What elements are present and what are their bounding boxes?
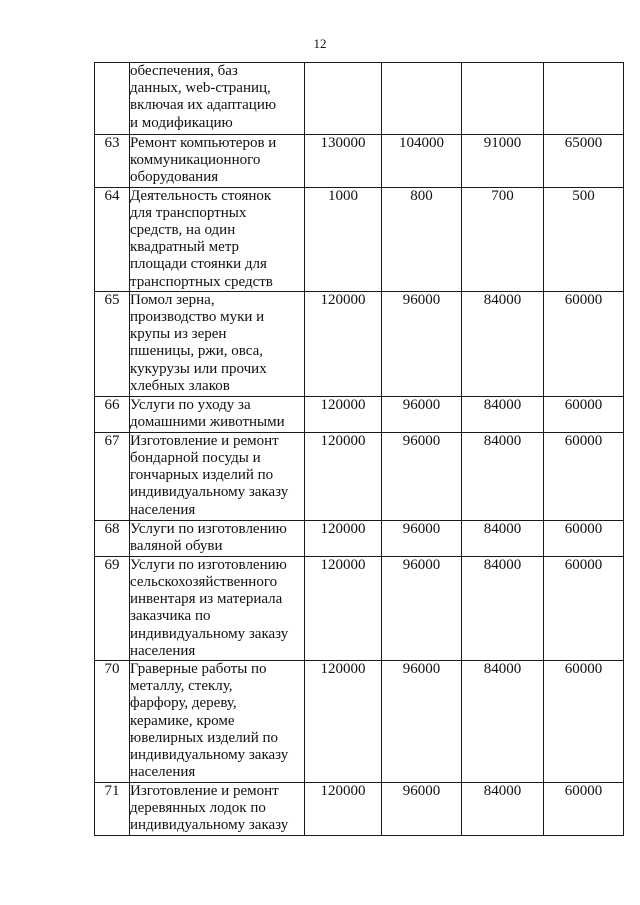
table-row [95, 187, 624, 291]
table-row [95, 520, 624, 556]
rate-value-2: 104000 [382, 135, 462, 188]
row-number: 66 [95, 396, 130, 432]
row-number: 64 [95, 187, 130, 291]
table-row [95, 135, 624, 188]
rate-value-3: 84000 [462, 661, 544, 783]
rate-value-3 [462, 63, 544, 135]
table-row [95, 556, 624, 660]
table-row [95, 63, 624, 135]
rate-value-4: 60000 [544, 556, 624, 660]
rate-value-2: 800 [382, 187, 462, 291]
rate-value-2 [382, 63, 462, 135]
activity-description: Услуги по изготовлению сельскохозяйственного инвентаря из материала заказчика по индивидуальному заказу населения [130, 556, 305, 660]
rate-value-1: 130000 [305, 135, 382, 188]
rate-value-1 [305, 63, 382, 135]
rate-value-4: 60000 [544, 396, 624, 432]
rates-table [94, 62, 624, 836]
activity-description: Услуги по уходу за домашними животными [130, 396, 305, 432]
row-number: 67 [95, 432, 130, 520]
rate-value-1: 120000 [305, 783, 382, 836]
rate-value-2: 96000 [382, 432, 462, 520]
rate-value-1: 120000 [305, 556, 382, 660]
row-number: 69 [95, 556, 130, 660]
rate-value-2: 96000 [382, 291, 462, 396]
page-number: 12 [313, 36, 327, 51]
rate-value-2: 96000 [382, 396, 462, 432]
rate-value-1: 120000 [305, 520, 382, 556]
row-number: 68 [95, 520, 130, 556]
activity-description: Ремонт компьютеров и коммуникационного оборудования [130, 135, 305, 188]
rate-value-3: 84000 [462, 556, 544, 660]
rate-value-1: 1000 [305, 187, 382, 291]
rate-value-4: 60000 [544, 432, 624, 520]
rate-value-3: 84000 [462, 432, 544, 520]
table-row [95, 291, 624, 396]
row-number: 65 [95, 291, 130, 396]
table-row [95, 432, 624, 520]
row-number: 71 [95, 783, 130, 836]
row-number [95, 63, 130, 135]
rate-value-3: 700 [462, 187, 544, 291]
activity-description: Граверные работы по металлу, стеклу, фарфору, дереву, керамике, кроме ювелирных изделий по индивидуальному заказу населения [130, 661, 305, 783]
row-number: 70 [95, 661, 130, 783]
rate-value-2: 96000 [382, 783, 462, 836]
activity-description: Услуги по изготовлению валяной обуви [130, 520, 305, 556]
activity-description: Изготовление и ремонт деревянных лодок по индивидуальному заказу [130, 783, 305, 836]
rate-value-4: 60000 [544, 783, 624, 836]
rate-value-1: 120000 [305, 661, 382, 783]
rate-value-4: 500 [544, 187, 624, 291]
activity-description: обеспечения, баз данных, web-страниц, включая их адаптацию и модификацию [130, 63, 305, 135]
rate-value-4: 60000 [544, 520, 624, 556]
rate-value-1: 120000 [305, 396, 382, 432]
table-row [95, 396, 624, 432]
table-row [95, 783, 624, 836]
rate-value-4 [544, 63, 624, 135]
rate-value-4: 60000 [544, 661, 624, 783]
rate-value-4: 60000 [544, 291, 624, 396]
activity-description: Изготовление и ремонт бондарной посуды и гончарных изделий по индивидуальному заказу населения [130, 432, 305, 520]
rate-value-3: 84000 [462, 520, 544, 556]
rate-value-1: 120000 [305, 291, 382, 396]
rate-value-3: 84000 [462, 783, 544, 836]
rate-value-3: 84000 [462, 396, 544, 432]
rate-value-3: 91000 [462, 135, 544, 188]
row-number: 63 [95, 135, 130, 188]
rate-value-2: 96000 [382, 556, 462, 660]
rate-value-4: 65000 [544, 135, 624, 188]
activity-description: Помол зерна, производство муки и крупы из зерен пшеницы, ржи, овса, кукурузы или прочих хлебных злаков [130, 291, 305, 396]
rate-value-2: 96000 [382, 520, 462, 556]
rate-value-1: 120000 [305, 432, 382, 520]
rate-value-3: 84000 [462, 291, 544, 396]
table-row [95, 661, 624, 783]
activity-description: Деятельность стоянок для транспортных средств, на один квадратный метр площади стоянки для транспортных средств [130, 187, 305, 291]
rate-value-2: 96000 [382, 661, 462, 783]
